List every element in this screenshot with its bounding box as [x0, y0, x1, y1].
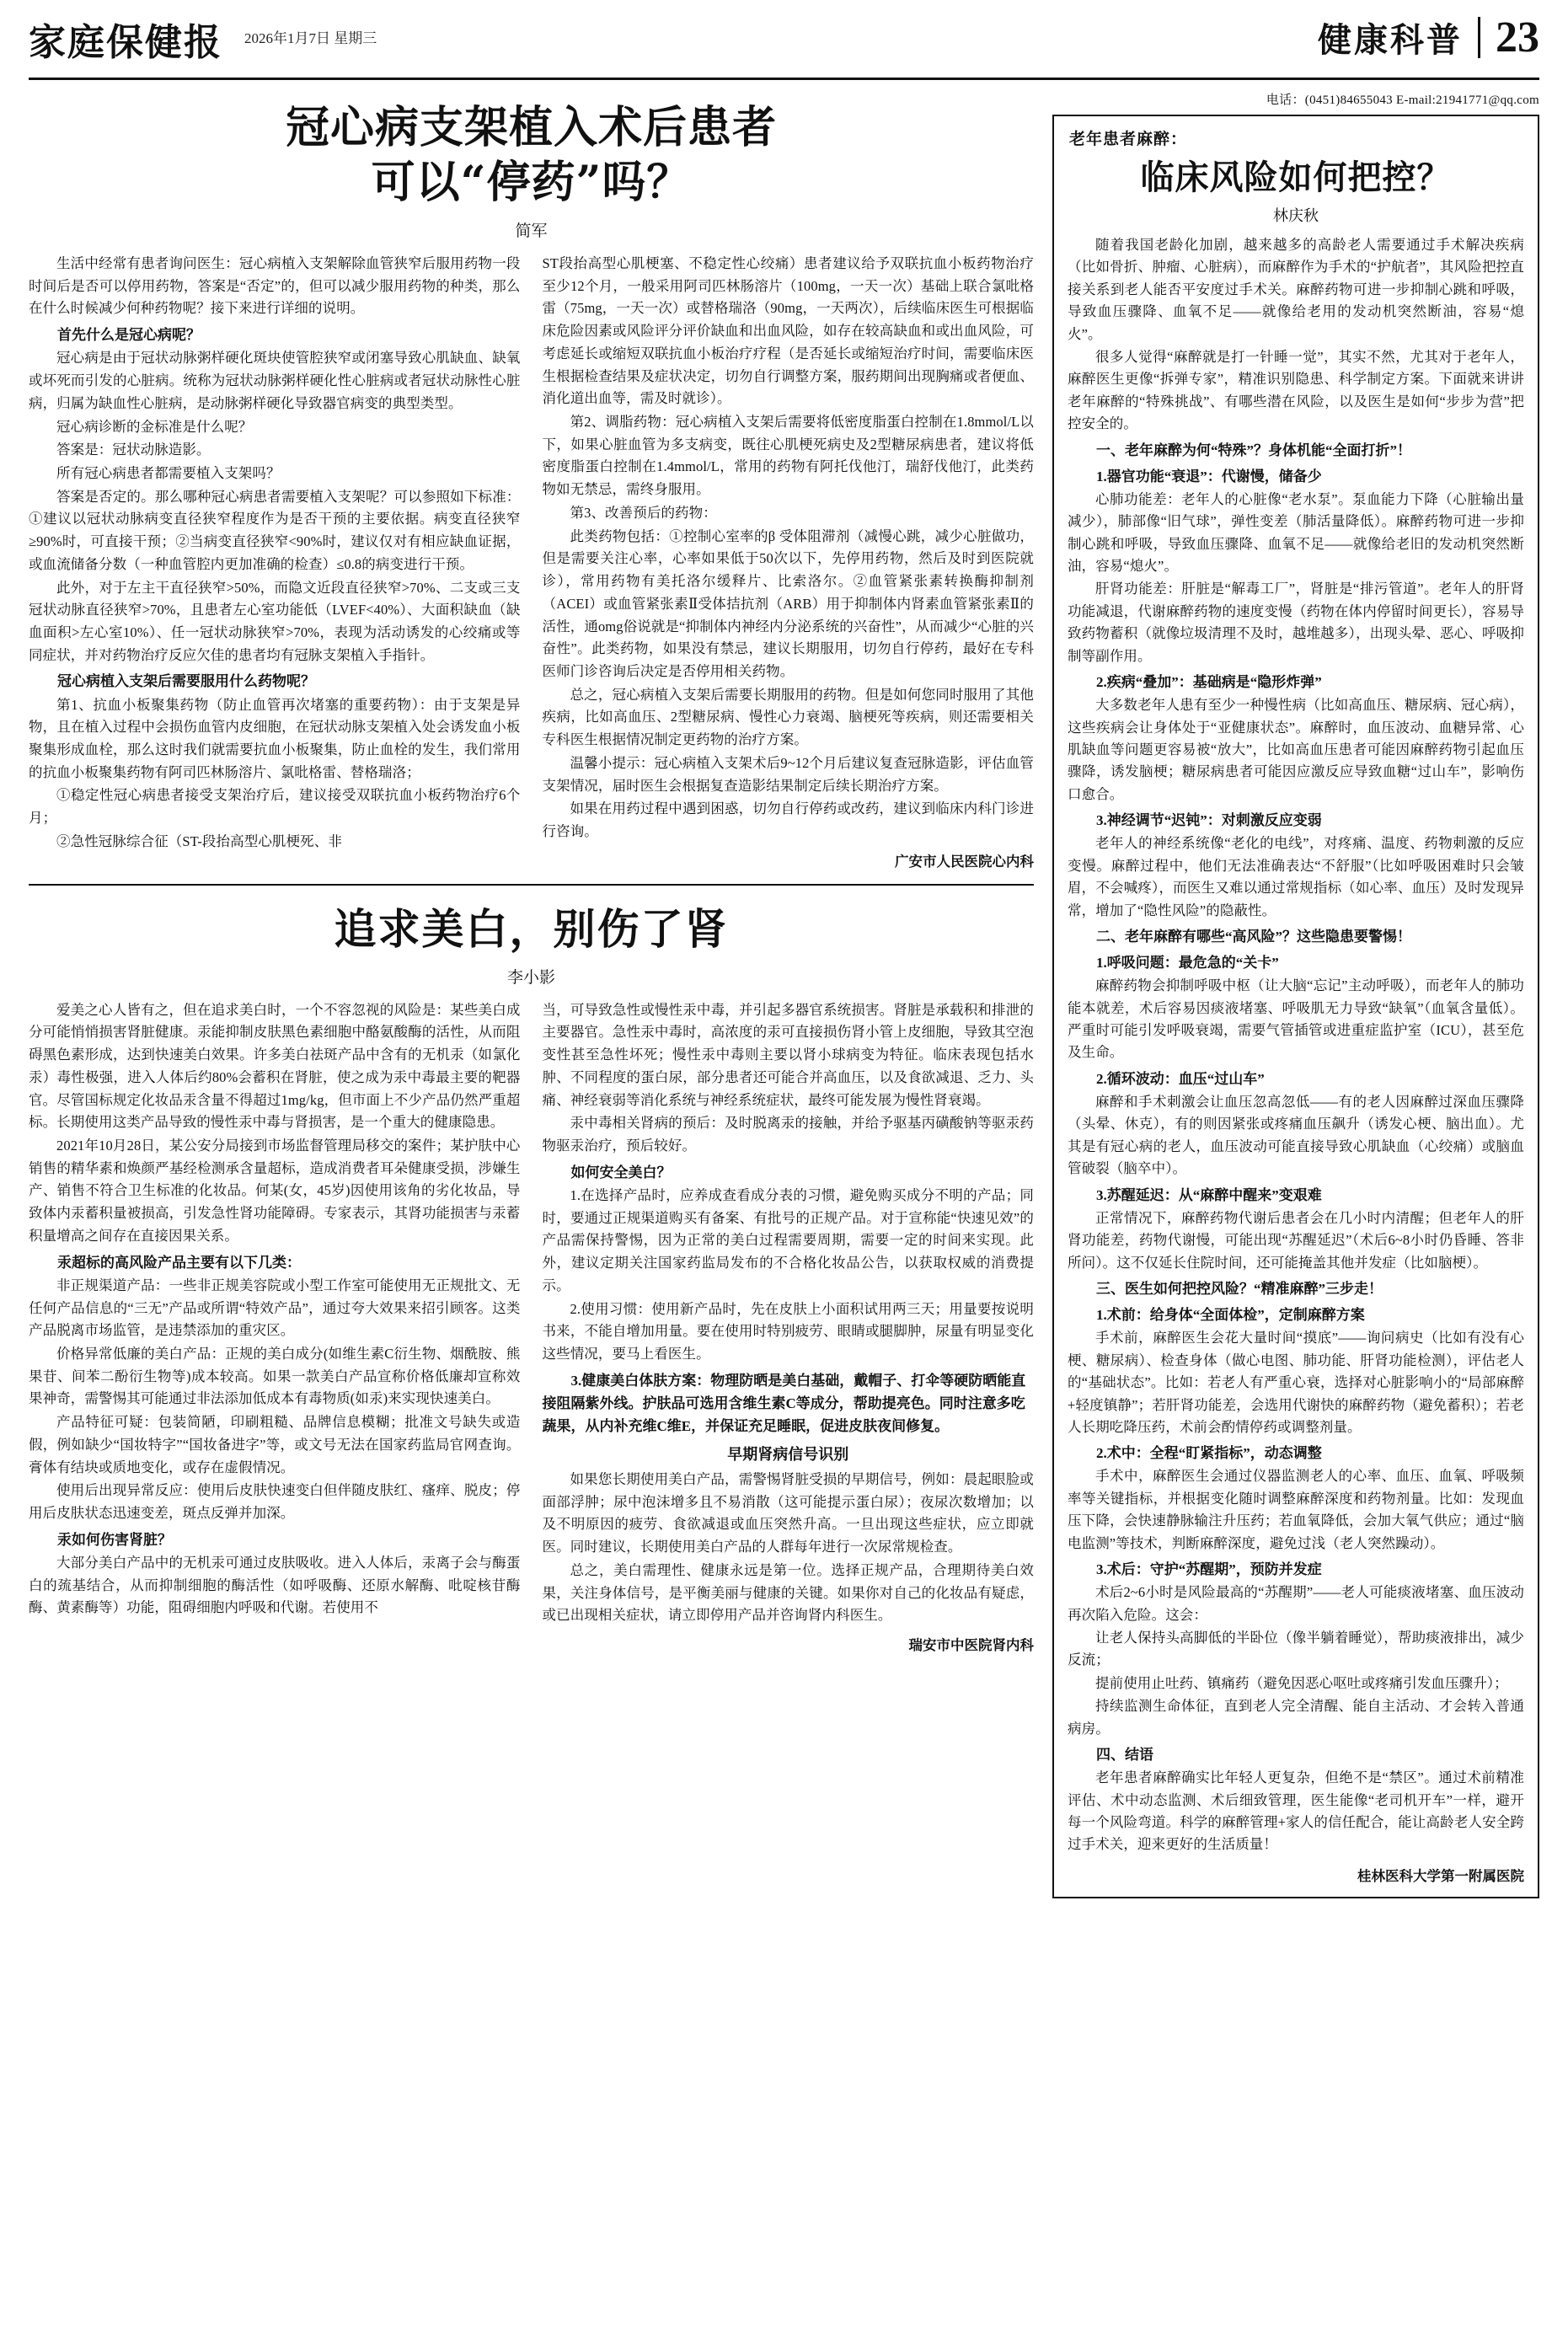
article2-col2-subhead-2: 如何安全美白？	[570, 1164, 672, 1181]
article1-col1-subhead-8: 冠心病植入支架后需要服用什么药物呢？	[57, 673, 315, 690]
article3-subhead-11: 1.呼吸问题：最危急的“关卡”	[1096, 955, 1279, 972]
article1-col2-paragraph-2: 第3、改善预后的药物：	[570, 504, 717, 521]
article1-col2-paragraph-6: 如果在用药过程中遇到困惑，切勿自行停药或改药，建议到临床内科门诊进行咨询。	[542, 800, 1034, 839]
article3-subhead-22: 3.术后：守护“苏醒期”，预防并发症	[1096, 1561, 1322, 1578]
article2-col2	[543, 999, 1035, 1654]
article3-subhead-13: 2.循环波动：血压“过山车”	[1096, 1070, 1265, 1087]
article3-paragraph-21: 手术中，麻醉医生会通过仪器监测老人的心率、血压、血氧、呼吸频率等关键指标，并根据变化随时调整麻醉深度和药物剂量。比如：发现血压下降，会快速静脉输注升压药；若血氧降低，会加大氧气供应；通过“脑电监测”等技术，判断麻醉深度，避免过浅（老人突然躁动）。	[1068, 1468, 1524, 1551]
article3-subhead-2: 一、老年麻醉为何“特殊”？身体机能“全面打折”！	[1096, 442, 1411, 458]
article1-col1-subhead-1: 首先什么是冠心病呢？	[57, 327, 201, 344]
article2-col2-paragraph-7: 如果您长期使用美白产品，需警惕肾脏受损的早期信号，例如：晨起眼脸或面部浮肿；尿中泡沫增多且不易消散（这可能提示蛋白尿）；夜尿次数增加；以及不明原因的疲劳、食欲减退或血压突然升高。一旦出现这些症状，应立即就医。同时建议，长期使用美白产品的人群每年进行一次尿常规检查。	[542, 1471, 1034, 1555]
article3-subhead-6: 2.疾病“叠加”：基础病是“隐形炸弹”	[1096, 674, 1322, 691]
article1-col1-paragraph-9: 第1、抗血小板聚集药物（防止血管再次堵塞的重要药物）：由于支架是异物，且在植入过程中会损伤血管内皮细胞，在冠状动脉支架植入处会诱发血小板聚集形成血栓，那么这时我们就需要抗血小板聚集，防止血栓的发生，我们常用的抗血小板聚集药物有阿司匹林肠溶片、氯吡格雷、替格瑞洛；	[29, 696, 521, 780]
article-geriatric-anesthesia	[1052, 115, 1539, 1898]
article3-subhead-17: 三、医生如何把控风险？“精准麻醉”三步走！	[1096, 1280, 1383, 1297]
article3-paragraph-19: 手术前，麻醉医生会花大量时间“摸底”——询问病史（比如有没有心梗、糖尿病）、检查身体（做心电图、肺功能、肝肾功能检测），评估老人的“基础状态”。比如：若老人有严重心衰，选择对心脏影响小的“局部麻醉+轻度镇静”；若肝肾功能差，会选用代谢快的麻醉药物（避免蓄积）；若老人长期吃降压药，术前会酌情停药或调整剂量。	[1068, 1330, 1524, 1435]
article2-col2-paragraph-8: 总之，美白需理性、健康永远是第一位。选择正规产品，合理期待美白效果，关注身体信号，是平衡美丽与健康的关键。如果你对自己的化妆品有疑虑，或已出现相关症状，请立即停用产品并咨询肾内科医生。	[542, 1561, 1034, 1624]
article1-col2-paragraph-4: 总之，冠心病植入支架后需要长期服用的药物。但是如何您同时服用了其他疾病，比如高血压、2型糖尿病、慢性心力衰竭、脑梗死等疾病，则还需要相关专科医生根据情况制定更药物的治疗方案。	[542, 686, 1034, 748]
article1-col2-paragraph-0: ST段抬高型心肌梗塞、不稳定性心绞痛）患者建议给予双联抗血小板药物治疗至少12个月，一般采用阿司匹林肠溶片（100mg，一天一次）基础上联合氯吡格雷（75mg，一天一次）或替格瑞洛（90mg，一天两次），后续临床医生可根据临床危险因素或风险评分评价缺血和出血风险，如存在较高缺血和或出血风险，可考虑延长或缩短双联抗血小板治疗疗程（是否延长或缩短治疗时间，需要临床医生根据检查结果及症状决定，切勿自行调整方案，服药期间出现胸痛或者便血、消化道出血等，需及时就诊）。	[542, 255, 1034, 407]
article2-col1-paragraph-1: 2021年10月28日，某公安分局接到市场监督管理局移交的案件；某护肤中心销售的精华素和焕颜严基经检测承含量超标，造成消费者耳朵健康受损，涉嫌生产、销售不符合卫生标准的化妆品。何某(女，45岁)因使用该角的劣化妆品，导致体内汞蓄积量被损高，引发急性肾功能障碍。专家表示，其肾功能损害与汞蓄积量增高之间存在直接因果关系。	[29, 1138, 521, 1244]
article2-col1-paragraph-0: 爱美之心人皆有之，但在追求美白时，一个不容忽视的风险是：某些美白成分可能悄悄损害肾脏健康。汞能抑制皮肤黑色素细胞中酪氨酸酶的活性，从而阻碍黑色素形成，达到快速美白效果。许多美白祛斑产品中含有的无机汞（如氯化汞）毒性极强，进入人体后约80%会蓄积在肾脏，使之成为汞中毒最主要的靶器官。尽管国标规定化妆品汞含量不得超过1mg/kg，但市面上不少产品仍然严重超标。长期使用这类产品导致的慢性汞中毒与肾损害，是一个重大的健康隐患。	[29, 1001, 521, 1131]
article3-paragraph-24: 让老人保持头高脚低的半卧位（像半躺着睡觉），帮助痰液排出，减少反流；	[1068, 1630, 1524, 1668]
article1-col1-paragraph-3: 冠心病诊断的金标准是什么呢？	[56, 418, 253, 435]
article1-col1-paragraph-5: 所有冠心病患者都需要植入支架吗？	[56, 464, 281, 481]
article2-col1	[29, 999, 521, 1654]
article1-col2	[543, 253, 1035, 870]
article2-col1-paragraph-8: 大部分美白产品中的无机汞可通过皮肤吸收。进入人体后，汞离子会与酶蛋白的巯基结合，从而抑制细胞的酶活性（如呼吸酶、还原水解酶、吡啶核苷酶酶、黄素酶等）功能，阻碍细胞内呼吸和代谢。若使用不	[29, 1554, 521, 1616]
newspaper-title: 家庭保健报	[29, 21, 222, 64]
article3-paragraph-25: 提前使用止吐药、镇痛药（避免因恶心呕吐或疼痛引发血压骤升）；	[1095, 1674, 1508, 1691]
article3-paragraph-23: 术后2~6小时是风险最高的“苏醒期”——老人可能痰液堵塞、血压波动再次陷入危险。这会：	[1068, 1584, 1524, 1623]
article1-col1	[29, 253, 521, 870]
article3-paragraph-5: 肝肾功能差：肝脏是“解毒工厂”，肾脏是“排污管道”。老年人的肝肾功能减退，代谢麻醉药物的速度变慢（药物在体内停留时间更长），容易导致药物蓄积（就像垃圾清理不及时，越堆越多），出现头晕、恶心、呼吸抑制等副作用。	[1068, 581, 1524, 664]
article3-paragraph-0: 随着我国老龄化加剧，越来越多的高龄老人需要通过手术解决疾病（比如骨折、肿瘤、心脏病），而麻醉作为手术的“护航者”，其风险把控直接关系到老人能否平安度过手术关。麻醉药物可进一步抑制心跳和呼吸，导致血压骤降、血氧不足——就像给老用的发动机突然断油，容易“熄火”。	[1068, 237, 1524, 342]
article3-paragraph-9: 老年人的神经系统像“老化的电线”，对疼痛、温度、药物刺激的反应变慢。麻醉过程中，他们无法准确表达“不舒服”（比如呼吸困难时只会皱眉，不会喊疼），而医生又难以通过常规指标（如心率、血压）及时发现异常，增加了“隐性风险”的隐蔽性。	[1068, 835, 1524, 918]
article1-col1-paragraph-7: 此外，对于左主干直径狭窄>50%，而隐文近段直径狭窄>70%、二支或三支冠状动脉直径狭窄>70%，且患者左心室功能低（LVEF<40%）、大面积缺血（缺血面积>左心室10%）、任一冠状动脉狭窄>70%，表现为活动诱发的心绞痛或等同症状，并对药物治疗反应欠佳的患者均有冠脉支架植入手指针。	[29, 579, 521, 663]
article1-col1-paragraph-11: ②急性冠脉综合征（ST-段抬高型心肌梗死、非	[56, 833, 342, 849]
article3-subhead-3: 1.器官功能“衰退”：代谢慢，储备少	[1096, 468, 1322, 485]
article3-subhead-8: 3.神经调节“迟钝”：对刺激反应变弱	[1096, 812, 1322, 829]
article2-byline: 李小影	[506, 968, 555, 987]
article1-columns	[29, 253, 1034, 870]
article3-signature: 桂林医科大学第一附属医院	[1357, 1867, 1524, 1884]
article3-paragraph-14: 麻醉和手术刺激会让血压忽高忽低——有的老人因麻醉过深血压骤降（头晕、休克），有的则因紧张或疼痛血压飙升（诱发心梗、脑出血）。尤其是有冠心病的老人，血压波动可能直接导致心肌缺血（心绞痛）或脑血管破裂（脑卒中）。	[1068, 1094, 1524, 1177]
page-body	[0, 80, 1568, 1898]
article3-subhead-15: 3.苏醒延迟：从“麻醉中醒来”变艰难	[1096, 1186, 1322, 1203]
article1-headline-line1: 冠心病支架植入术后患者	[285, 102, 777, 153]
article2-col2-paragraph-1: 汞中毒相关肾病的预后：及时脱离汞的接触，并给予驱基丙磺酸钠等驱汞药物驱汞治疗，预后较好。	[542, 1115, 1034, 1154]
article-whitening-kidney	[29, 896, 1034, 1654]
masthead	[0, 0, 1568, 72]
article1-headline-line2: 可以“停药”吗？	[371, 157, 692, 208]
article3-subhead-27: 四、结语	[1096, 1746, 1153, 1763]
article2-col1-subhead-2: 汞超标的高风险产品主要有以下几类：	[57, 1254, 301, 1271]
article3-paragraph-16: 正常情况下，麻醉药物代谢后患者会在几小时内清醒；但老年人的肝肾功能差，药物代谢慢，可能出现“苏醒延迟”（术后6~8小时仍昏睡、答非所问）。这不仅延长住院时间，还可能掩盖其他并发症（比如脑梗）。	[1068, 1209, 1524, 1271]
article2-col1-paragraph-4: 价格异常低廉的美白产品：正规的美白成分(如维生素C衍生物、烟酰胺、熊果苷、间苯二酚衍生物等)成本较高。如果一款美白产品宣称价格低廉却宣称效果神奇，需警惕其可能通过非法添加低成本有毒物质(如汞)来实现快速美白。	[29, 1345, 521, 1407]
article2-col2-paragraph-3: 1.在选择产品时，应养成查看成分表的习惯，避免购买成分不明的产品；同时，要通过正规渠道购买有备案、有批号的正规产品。对于宣称能“快速见效”的产品需保持警惕，因为正常的美白过程需要周期，需要一定的时间来实现。此外，建议定期关注国家药监局发布的不合格化妆品公告，以获取权威的消费提示。	[542, 1186, 1034, 1293]
page-number: 23	[1478, 17, 1539, 58]
article3-paragraph-1: 很多人觉得“麻醉就是打一针睡一觉”，其实不然，尤其对于老年人，麻醉医生更像“拆弹专家”，精准识别隐患、科学制定方案。下面就来讲讲老年麻醉的“特殊挑战”、有哪些潜在风险，以及医生是如何“步步为营”把控安全的。	[1068, 348, 1524, 432]
article1-byline: 简军	[515, 222, 548, 240]
article1-col1-paragraph-6: 答案是否定的。那么哪种冠心病患者需要植入支架呢？可以参照如下标准：①建议以冠状动脉病变直径狭窄程度作为是否干预的主要依据。病变直径狭窄≥90%时，可直接干预；②当病变直径狭窄<90%时，建议仅对有相应缺血证据，或血流储备分数（一种血管腔内更加准确的检查）≤0.8的病变进行干预。	[29, 488, 521, 572]
article2-col1-paragraph-3: 非正规渠道产品：一些非正规美容院或小型工作室可能使用无正规批文、无任何产品信息的“三无”产品或所谓“特效产品”，通过夸大效果来招引顾客。这类产品脱离市场监管，是违禁添加的重灾区。	[29, 1277, 521, 1339]
article3-paragraph-4: 心肺功能差：老年人的心脏像“老水泵”。泵血能力下降（心脏输出量减少），肺部像“旧气球”，弹性变差（肺活量降低）。麻醉药物可进一步抑制心跳和呼吸，导致血压骤降、血氧不足——就像给老旧的发动机突然断油，容易“熄火”。	[1068, 490, 1524, 575]
article1-col2-paragraph-5: 温馨小提示：冠心病植入支架术后9~12个月后建议复查冠脉造影，评估血管支架情况，届时医生会根据复查造影结果制定后续长期治疗方案。	[542, 754, 1034, 794]
article3-byline: 林庆秋	[1273, 207, 1319, 224]
article1-col2-paragraph-1: 第2、调脂药物：冠心病植入支架后需要将低密度脂蛋白控制在1.8mmol/L以下，如果心脏血管为多支病变，既往心肌梗死病史及2型糖尿病患者，建议将低密度脂蛋白控制在1.4mmol/L，常用的药物有阿托伐他汀，瑞舒伐他汀，此类药物如无禁忌，需终身服用。	[542, 414, 1034, 498]
right-column	[1052, 88, 1539, 1898]
article1-col1-paragraph-0: 生活中经常有患者询问医生：冠心病植入支架解除血管狭窄后服用药物一段时间后是否可以停用药物，答案是“否定”的，但可以减少服用药物的种类，那么在什么时候减少何种药物呢？接下来进行详细的说明。	[29, 255, 521, 317]
section-title: 健康科普	[1318, 20, 1463, 60]
article-coronary-stent	[29, 100, 1034, 870]
article3-subhead-20: 2.术中：全程“盯紧指标”，动态调整	[1096, 1445, 1322, 1462]
article1-col2-paragraph-3: 此类药物包括：①控制心室率的β 受体阻滞剂（减慢心跳，减少心脏做功，但是需要关注心率，心率如果低于50次以下，先停用药物，然后及时到医院就诊），常用药物有美托洛尔缓释片、比索洛尔。②血管紧张素转换酶抑制剂（ACEI）或血管紧张素Ⅱ受体拮抗剂（ARB）用于抑制体内肾素血管紧张素Ⅱ的活性，通omg俗说就是“抑制体内神经内分泌系统的兴奋性”，从而减少“心脏的兴奋性”。此类药物，如果没有禁忌，建议长期服用，切勿自行停药，最好在专科医师门诊咨询后决定是否停用相关药物。	[542, 527, 1034, 679]
article1-headline	[29, 100, 1034, 210]
article1-col1-paragraph-10: ①稳定性冠心病患者接受支架治疗后，建议接受双联抗血小板药物治疗6个月；	[29, 787, 521, 827]
article2-col1-paragraph-6: 使用后出现异常反应：使用后皮肤快速变白但伴随皮肤红、瘙痒、脱皮；停用后皮肤状态迅速变差，斑点反弹并加深。	[29, 1482, 521, 1521]
article-divider-1	[29, 884, 1034, 886]
article2-columns	[29, 999, 1034, 1654]
article3-body	[1068, 234, 1524, 1856]
article3-kicker: 老年患者麻醉：	[1069, 131, 1188, 148]
article3-subhead-18: 1.术前：给身体“全面体检”，定制麻醉方案	[1096, 1307, 1365, 1324]
article1-col1-paragraph-2: 冠心病是由于冠状动脉粥样硬化斑块使管腔狭窄或闭塞导致心肌缺血、缺氧或坏死而引发的心脏病。统称为冠状动脉粥样硬化性心脏病或者冠状动脉性心脏病，归属为缺血性心脏病，是动脉粥样硬化导致器官病变的典型类型。	[29, 350, 521, 411]
article2-col2-paragraph-4: 2.使用习惯：使用新产品时，先在皮肤上小面积试用两三天；用量要按说明书来，不能自增加用量。要在使用时特别疲劳、眼睛或腿脚肿，尿量有明显变化这些情况，要马上看医生。	[542, 1300, 1034, 1362]
article2-col2-subhead-5: 3.健康美白体肤方案：物理防晒是美白基础，戴帽子、打伞等硬防晒能直接阻隔紫外线。护肤品可选用含维生素C等成分，帮助提亮色。同时注意多吃蔬果，从内补充维C维E，并保证充足睡眠，促进皮肤夜间修复。	[542, 1372, 1026, 1435]
article2-signature: 瑞安市中医院肾内科	[908, 1637, 1034, 1654]
article1-col1-paragraph-4: 答案是：冠状动脉造影。	[56, 442, 211, 458]
article2-col2-subhead-center-6: 早期肾病信号识别	[727, 1446, 849, 1464]
left-column	[29, 88, 1052, 1898]
masthead-right	[1318, 13, 1539, 62]
issue-date: 2026年1月7日 星期三	[244, 29, 377, 46]
article3-paragraph-12: 麻醉药物会抑制呼吸中枢（让大脑“忘记”主动呼吸），而老年人的肺功能本就差，术后容易因痰液堵塞、呼吸肌无力导致“缺氧”（血氧含量低）。严重时可能引发呼吸衰竭，需要气管插管或进重症监护室（ICU），甚至危及生命。	[1068, 977, 1524, 1061]
article3-paragraph-28: 老年患者麻醉确实比年轻人更复杂，但绝不是“禁区”。通过术前精准评估、术中动态监测、术后细致管理，医生能像“老司机开车”一样，避开每一个风险弯道。科学的麻醉管理+家人的信任配合，能让高龄老人安全跨过手术关，迎来更好的生活质量！	[1068, 1769, 1524, 1853]
article3-paragraph-26: 持续监测生命体征，直到老人完全清醒、能自主活动、才会转入普通病房。	[1068, 1698, 1524, 1737]
contact-info: 电话：(0451)84655043 E-mail:21941771@qq.com	[1266, 94, 1539, 107]
article3-subhead-10: 二、老年麻醉有哪些“高风险”？这些隐患要警惕！	[1096, 928, 1411, 945]
article3-paragraph-7: 大多数老年人患有至少一种慢性病（比如高血压、糖尿病、冠心病），这些疾病会让身体处于“亚健康状态”。麻醉时，血压波动、血糖异常、心肌缺血等问题更容易被“放大”，比如高血压患者可能因麻醉药物引起血压骤降，诱发脑梗；糖尿病患者可能因应激反应导致血糖“过山车”，影响伤口愈合。	[1068, 697, 1524, 802]
article2-col2-paragraph-0: 当，可导致急性或慢性汞中毒，并引起多器官系统损害。肾脏是承载积和排泄的主要器官。急性汞中毒时，高浓度的汞可直接损伤肾小管上皮细胞，导致其空泡变性甚至急性坏死；慢性汞中毒则主要以肾小球病变为特征。临床表现包括水肿、不同程度的蛋白尿，部分患者还可能合并高血压，以及食欲减退、乏力、头痛、神经衰弱等消化系统与神经系统症状，最终可能发展为慢性肾衰竭。	[542, 1001, 1034, 1108]
article1-signature: 广安市人民医院心内科	[895, 853, 1034, 870]
article3-headline: 临床风险如何把控？	[1140, 158, 1452, 197]
article2-col1-paragraph-5: 产品特征可疑：包装简陋，印刷粗糙、品牌信息模糊；批准文号缺失或造假，例如缺少“国妆特字”“国妆备进字”等，或文号无法在国家药监局官网查询。膏体有结块或质地变化，或存在虚假情况。	[29, 1414, 521, 1475]
article2-col1-subhead-7: 汞如何伤害肾脏？	[57, 1531, 172, 1548]
article2-headline: 追求美白，别伤了肾	[334, 903, 729, 954]
